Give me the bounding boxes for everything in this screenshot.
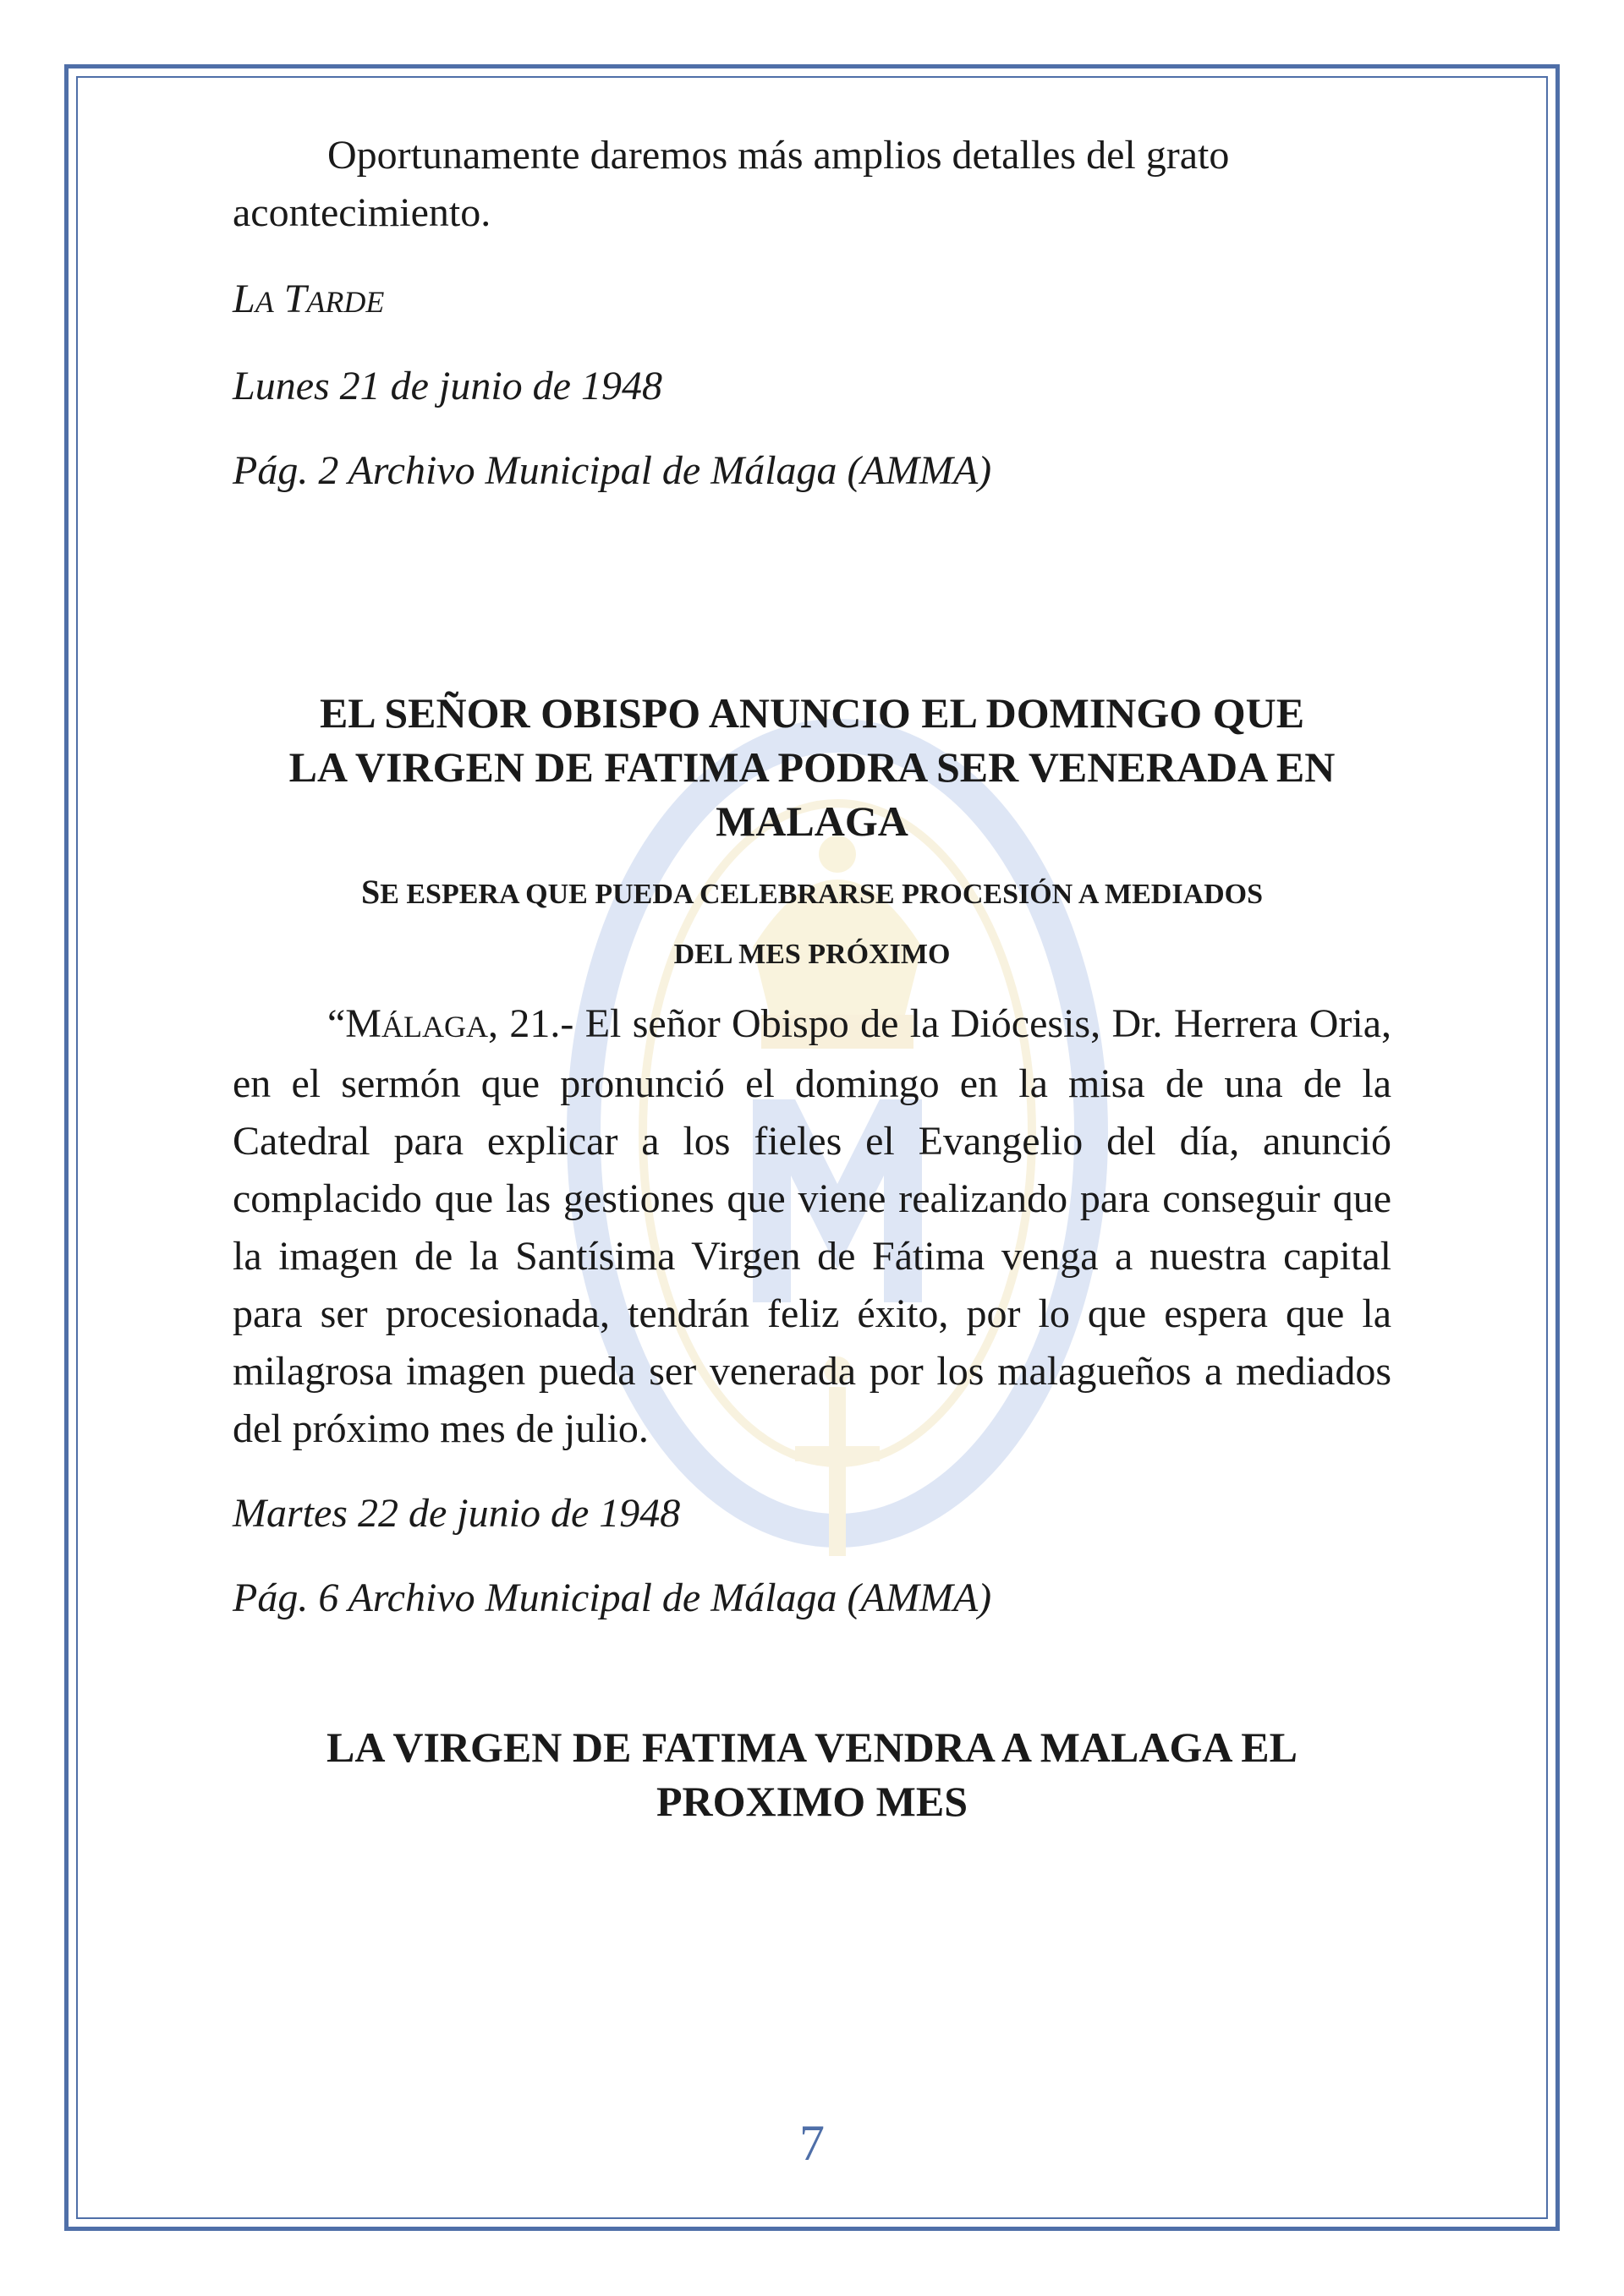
- subhead-text-2: DEL MES PRÓXIMO: [673, 939, 951, 970]
- source-initial-1: L: [233, 277, 255, 321]
- article-reference: Pág. 6 Archivo Municipal de Málaga (AMMA): [233, 1575, 992, 1620]
- source-reference: Pág. 2 Archivo Municipal de Málaga (AMMA): [233, 448, 992, 493]
- subhead-line-2: [233, 923, 1391, 984]
- body-dateline-smallcaps: ÁLAGA: [381, 1010, 488, 1044]
- source-initial-2: T: [273, 277, 307, 321]
- next-headline-line-2: PROXIMO MES: [656, 1778, 968, 1825]
- article-subheadline: [233, 863, 1391, 984]
- body-text: , 21.- El señor Obispo de la Diócesis, Dr. Herrera Oria, en el sermón que pronunció el domingo en la misa de una de la Catedral para explicar a los fieles el Evangelio del día, anunció complacido que las gestiones que viene realizando para conseguir que la imagen de la Santísima Virgen de Fátima venga a nuestra capital para ser procesionada, tendrán feliz éxito, por lo que espera que la milagrosa imagen pueda ser venerada por los malagueños a mediados del próximo mes de julio.: [233, 1001, 1391, 1451]
- source-smallcaps-2: ARDE: [306, 285, 385, 319]
- article-body: [233, 995, 1391, 1458]
- article-date: Martes 22 de junio de 1948: [233, 1491, 681, 1536]
- closing-paragraph: Oportunamente daremos más amplios detalles del grato acontecimiento.: [233, 133, 1230, 235]
- source-smallcaps-1: A: [255, 285, 274, 319]
- next-headline-line-1: LA VIRGEN DE FATIMA VENDRA A MALAGA EL: [326, 1723, 1298, 1771]
- headline-line-3: MALAGA: [716, 797, 908, 845]
- next-article-headline: [233, 1720, 1391, 1828]
- subhead-line-1: [233, 863, 1391, 923]
- headline-line-2: LA VIRGEN DE FATIMA PODRA SER VENERADA EN: [288, 743, 1336, 791]
- page-number: 7: [799, 2115, 825, 2171]
- source-newspaper: [233, 271, 1391, 331]
- subhead-initial: S: [360, 873, 381, 911]
- article-headline: [233, 686, 1391, 848]
- subhead-text-1: E ESPERA QUE PUEDA CELEBRARSE PROCESIÓN A MEDIADOS: [380, 879, 1264, 910]
- headline-line-1: EL SEÑOR OBISPO ANUNCIO EL DOMINGO QUE: [319, 689, 1305, 737]
- body-opening: “M: [327, 1001, 381, 1046]
- document-body: [233, 127, 1391, 1828]
- source-date: Lunes 21 de junio de 1948: [233, 364, 662, 408]
